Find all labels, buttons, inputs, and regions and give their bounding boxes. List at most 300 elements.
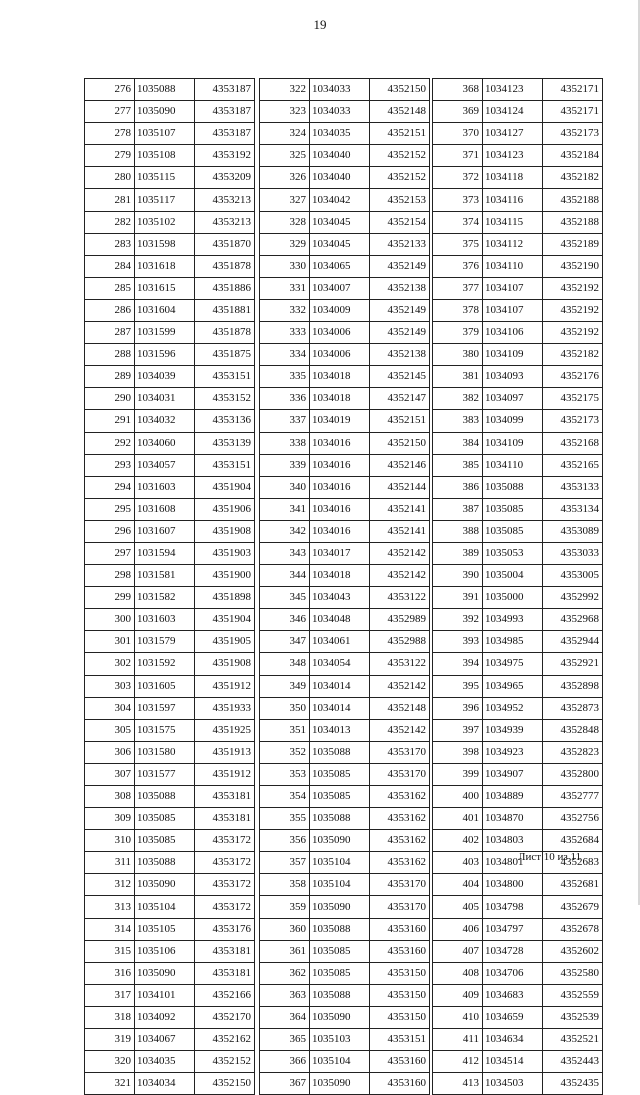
y-coordinate: 4352166	[195, 984, 255, 1006]
x-coordinate: 1034107	[483, 299, 543, 321]
y-coordinate: 4352190	[543, 255, 603, 277]
x-coordinate: 1035088	[483, 476, 543, 498]
table-row	[260, 388, 430, 410]
point-number: 379	[433, 322, 483, 344]
y-coordinate: 4351908	[195, 520, 255, 542]
page-number: 19	[313, 17, 327, 32]
x-coordinate: 1034014	[310, 697, 370, 719]
y-coordinate: 4353176	[195, 918, 255, 940]
x-coordinate: 1034965	[483, 675, 543, 697]
table-row	[433, 1051, 603, 1073]
point-number: 389	[433, 542, 483, 564]
x-coordinate: 1034045	[310, 211, 370, 233]
table-row	[433, 741, 603, 763]
x-coordinate: 1035104	[310, 874, 370, 896]
y-coordinate: 4352992	[543, 587, 603, 609]
x-coordinate: 1035088	[310, 984, 370, 1006]
x-coordinate: 1034033	[310, 79, 370, 101]
table-row	[433, 962, 603, 984]
y-coordinate: 4352151	[370, 123, 430, 145]
x-coordinate: 1035090	[310, 896, 370, 918]
y-coordinate: 4353181	[195, 808, 255, 830]
y-coordinate: 4353172	[195, 852, 255, 874]
point-number: 315	[85, 940, 135, 962]
point-number: 387	[433, 498, 483, 520]
table-row	[260, 79, 430, 101]
y-coordinate: 4352182	[543, 344, 603, 366]
y-coordinate: 4352170	[195, 1006, 255, 1028]
point-number: 338	[260, 432, 310, 454]
y-coordinate: 4353122	[370, 653, 430, 675]
table-row	[85, 322, 255, 344]
point-number: 289	[85, 366, 135, 388]
table-row	[433, 697, 603, 719]
point-number: 286	[85, 299, 135, 321]
table-row	[260, 808, 430, 830]
table-row	[260, 255, 430, 277]
y-coordinate: 4353162	[370, 852, 430, 874]
point-number: 301	[85, 631, 135, 653]
x-coordinate: 1031605	[135, 675, 195, 697]
y-coordinate: 4352162	[195, 1029, 255, 1051]
y-coordinate: 4351875	[195, 344, 255, 366]
table-row	[260, 476, 430, 498]
table-row	[433, 454, 603, 476]
point-number: 320	[85, 1051, 135, 1073]
x-coordinate: 1035085	[310, 763, 370, 785]
point-number: 350	[260, 697, 310, 719]
table-row	[85, 763, 255, 785]
point-number: 374	[433, 211, 483, 233]
point-number: 351	[260, 719, 310, 741]
table-row	[85, 1051, 255, 1073]
table-row	[85, 896, 255, 918]
y-coordinate: 4353089	[543, 520, 603, 542]
y-coordinate: 4352152	[195, 1051, 255, 1073]
x-coordinate: 1034035	[135, 1051, 195, 1073]
point-number: 377	[433, 277, 483, 299]
coordinate-table-right	[432, 78, 603, 1095]
x-coordinate: 1034048	[310, 609, 370, 631]
point-number: 323	[260, 101, 310, 123]
point-number: 282	[85, 211, 135, 233]
point-number: 342	[260, 520, 310, 542]
point-number: 403	[433, 852, 483, 874]
y-coordinate: 4353160	[370, 918, 430, 940]
x-coordinate: 1035085	[135, 808, 195, 830]
x-coordinate: 1034054	[310, 653, 370, 675]
table-row	[433, 322, 603, 344]
table-row	[260, 344, 430, 366]
y-coordinate: 4353151	[195, 366, 255, 388]
point-number: 299	[85, 587, 135, 609]
y-coordinate: 4352679	[543, 896, 603, 918]
table-row	[85, 675, 255, 697]
y-coordinate: 4353162	[370, 808, 430, 830]
x-coordinate: 1035090	[135, 962, 195, 984]
point-number: 392	[433, 609, 483, 631]
table-row	[260, 719, 430, 741]
point-number: 309	[85, 808, 135, 830]
point-number: 303	[85, 675, 135, 697]
x-coordinate: 1034801	[483, 852, 543, 874]
point-number: 346	[260, 609, 310, 631]
y-coordinate: 4351905	[195, 631, 255, 653]
point-number: 321	[85, 1073, 135, 1095]
point-number: 280	[85, 167, 135, 189]
x-coordinate: 1031615	[135, 277, 195, 299]
point-number: 348	[260, 653, 310, 675]
point-number: 381	[433, 366, 483, 388]
point-number: 373	[433, 189, 483, 211]
point-number: 340	[260, 476, 310, 498]
point-number: 366	[260, 1051, 310, 1073]
point-number: 371	[433, 145, 483, 167]
point-number: 399	[433, 763, 483, 785]
table-row	[85, 587, 255, 609]
table-row	[433, 940, 603, 962]
table-row	[433, 984, 603, 1006]
table-row	[85, 719, 255, 741]
table-row	[260, 565, 430, 587]
table-row	[85, 79, 255, 101]
table-row	[433, 1073, 603, 1095]
table-row	[85, 631, 255, 653]
x-coordinate: 1034016	[310, 476, 370, 498]
point-number: 304	[85, 697, 135, 719]
point-number: 398	[433, 741, 483, 763]
table-row	[85, 940, 255, 962]
y-coordinate: 4353005	[543, 565, 603, 587]
y-coordinate: 4352145	[370, 366, 430, 388]
table-row	[260, 145, 430, 167]
y-coordinate: 4351878	[195, 255, 255, 277]
y-coordinate: 4351900	[195, 565, 255, 587]
y-coordinate: 4352188	[543, 189, 603, 211]
point-number: 300	[85, 609, 135, 631]
point-number: 369	[433, 101, 483, 123]
y-coordinate: 4353150	[370, 962, 430, 984]
y-coordinate: 4353033	[543, 542, 603, 564]
x-coordinate: 1031597	[135, 697, 195, 719]
y-coordinate: 4353170	[370, 896, 430, 918]
table-row	[260, 918, 430, 940]
x-coordinate: 1035088	[310, 918, 370, 940]
x-coordinate: 1034016	[310, 454, 370, 476]
y-coordinate: 4352173	[543, 123, 603, 145]
point-number: 402	[433, 830, 483, 852]
point-number: 400	[433, 786, 483, 808]
point-number: 363	[260, 984, 310, 1006]
y-coordinate: 4352189	[543, 233, 603, 255]
y-coordinate: 4351881	[195, 299, 255, 321]
table-row	[260, 874, 430, 896]
table-row	[433, 498, 603, 520]
y-coordinate: 4351904	[195, 609, 255, 631]
x-coordinate: 1035085	[310, 962, 370, 984]
y-coordinate: 4351912	[195, 675, 255, 697]
coordinate-table-left	[84, 78, 255, 1095]
x-coordinate: 1035090	[135, 101, 195, 123]
y-coordinate: 4352188	[543, 211, 603, 233]
point-number: 291	[85, 410, 135, 432]
x-coordinate: 1034889	[483, 786, 543, 808]
point-number: 313	[85, 896, 135, 918]
x-coordinate: 1031579	[135, 631, 195, 653]
point-number: 368	[433, 79, 483, 101]
table-row	[433, 609, 603, 631]
y-coordinate: 4352171	[543, 101, 603, 123]
point-number: 408	[433, 962, 483, 984]
x-coordinate: 1034099	[483, 410, 543, 432]
point-number: 345	[260, 587, 310, 609]
point-number: 401	[433, 808, 483, 830]
x-coordinate: 1034939	[483, 719, 543, 741]
x-coordinate: 1031607	[135, 520, 195, 542]
point-number: 284	[85, 255, 135, 277]
y-coordinate: 4352149	[370, 255, 430, 277]
point-number: 319	[85, 1029, 135, 1051]
table-row	[260, 653, 430, 675]
x-coordinate: 1034006	[310, 322, 370, 344]
point-number: 283	[85, 233, 135, 255]
y-coordinate: 4352152	[370, 145, 430, 167]
x-coordinate: 1035000	[483, 587, 543, 609]
x-coordinate: 1035085	[310, 786, 370, 808]
x-coordinate: 1034092	[135, 1006, 195, 1028]
y-coordinate: 4351913	[195, 741, 255, 763]
y-coordinate: 4351906	[195, 498, 255, 520]
point-number: 314	[85, 918, 135, 940]
y-coordinate: 4353160	[370, 940, 430, 962]
x-coordinate: 1035105	[135, 918, 195, 940]
point-number: 292	[85, 432, 135, 454]
y-coordinate: 4353122	[370, 587, 430, 609]
point-number: 405	[433, 896, 483, 918]
x-coordinate: 1031577	[135, 763, 195, 785]
x-coordinate: 1035088	[310, 741, 370, 763]
table-row	[433, 79, 603, 101]
x-coordinate: 1034014	[310, 675, 370, 697]
table-row	[85, 498, 255, 520]
x-coordinate: 1034798	[483, 896, 543, 918]
y-coordinate: 4352192	[543, 322, 603, 344]
table-row	[260, 675, 430, 697]
y-coordinate: 4353170	[370, 741, 430, 763]
y-coordinate: 4352171	[543, 79, 603, 101]
x-coordinate: 1034006	[310, 344, 370, 366]
x-coordinate: 1034107	[483, 277, 543, 299]
x-coordinate: 1035085	[135, 830, 195, 852]
x-coordinate: 1034109	[483, 432, 543, 454]
point-number: 383	[433, 410, 483, 432]
y-coordinate: 4353192	[195, 145, 255, 167]
table-row	[85, 697, 255, 719]
point-number: 298	[85, 565, 135, 587]
table-row	[85, 542, 255, 564]
point-number: 391	[433, 587, 483, 609]
y-coordinate: 4352681	[543, 874, 603, 896]
table-row	[433, 918, 603, 940]
x-coordinate: 1034634	[483, 1029, 543, 1051]
x-coordinate: 1035085	[483, 520, 543, 542]
y-coordinate: 4352152	[370, 167, 430, 189]
x-coordinate: 1031580	[135, 741, 195, 763]
x-coordinate: 1034797	[483, 918, 543, 940]
point-number: 293	[85, 454, 135, 476]
x-coordinate: 1035103	[310, 1029, 370, 1051]
y-coordinate: 4352150	[370, 432, 430, 454]
point-number: 364	[260, 1006, 310, 1028]
y-coordinate: 4352921	[543, 653, 603, 675]
table-row	[433, 520, 603, 542]
table-row	[433, 653, 603, 675]
point-number: 294	[85, 476, 135, 498]
y-coordinate: 4353136	[195, 410, 255, 432]
x-coordinate: 1034870	[483, 808, 543, 830]
point-number: 365	[260, 1029, 310, 1051]
x-coordinate: 1034728	[483, 940, 543, 962]
coordinate-table-middle	[259, 78, 430, 1095]
x-coordinate: 1035104	[310, 1051, 370, 1073]
table-row	[260, 101, 430, 123]
x-coordinate: 1034923	[483, 741, 543, 763]
table-row	[85, 653, 255, 675]
table-row	[260, 322, 430, 344]
point-number: 410	[433, 1006, 483, 1028]
table-row	[260, 763, 430, 785]
table-row	[433, 101, 603, 123]
table-row	[85, 145, 255, 167]
y-coordinate: 4353152	[195, 388, 255, 410]
point-number: 390	[433, 565, 483, 587]
table-row	[85, 123, 255, 145]
point-number: 325	[260, 145, 310, 167]
y-coordinate: 4352150	[370, 79, 430, 101]
point-number: 356	[260, 830, 310, 852]
point-number: 287	[85, 322, 135, 344]
point-number: 307	[85, 763, 135, 785]
table-row	[433, 255, 603, 277]
y-coordinate: 4353150	[370, 984, 430, 1006]
x-coordinate: 1035104	[310, 852, 370, 874]
point-number: 352	[260, 741, 310, 763]
y-coordinate: 4353187	[195, 123, 255, 145]
x-coordinate: 1035106	[135, 940, 195, 962]
x-coordinate: 1034061	[310, 631, 370, 653]
table-row	[260, 233, 430, 255]
point-number: 339	[260, 454, 310, 476]
y-coordinate: 4352683	[543, 852, 603, 874]
table-row	[260, 1051, 430, 1073]
y-coordinate: 4352192	[543, 299, 603, 321]
y-coordinate: 4352138	[370, 344, 430, 366]
x-coordinate: 1034110	[483, 454, 543, 476]
x-coordinate: 1031599	[135, 322, 195, 344]
point-number: 354	[260, 786, 310, 808]
table-row	[85, 830, 255, 852]
point-number: 380	[433, 344, 483, 366]
point-number: 367	[260, 1073, 310, 1095]
table-row	[85, 1029, 255, 1051]
table-row	[433, 211, 603, 233]
x-coordinate: 1035090	[135, 874, 195, 896]
y-coordinate: 4353150	[370, 1006, 430, 1028]
y-coordinate: 4352800	[543, 763, 603, 785]
point-number: 328	[260, 211, 310, 233]
sheet-label: Лист 10 из 11	[518, 851, 582, 863]
x-coordinate: 1034706	[483, 962, 543, 984]
point-number: 290	[85, 388, 135, 410]
x-coordinate: 1035053	[483, 542, 543, 564]
x-coordinate: 1034032	[135, 410, 195, 432]
x-coordinate: 1035088	[135, 79, 195, 101]
y-coordinate: 4351908	[195, 653, 255, 675]
y-coordinate: 4352678	[543, 918, 603, 940]
table-row	[260, 498, 430, 520]
table-row	[85, 189, 255, 211]
point-number: 278	[85, 123, 135, 145]
point-number: 308	[85, 786, 135, 808]
table-row	[260, 366, 430, 388]
y-coordinate: 4352133	[370, 233, 430, 255]
table-row	[260, 432, 430, 454]
table-row	[260, 609, 430, 631]
y-coordinate: 4352138	[370, 277, 430, 299]
table-row	[85, 852, 255, 874]
y-coordinate: 4352147	[370, 388, 430, 410]
point-number: 341	[260, 498, 310, 520]
table-row	[85, 233, 255, 255]
point-number: 317	[85, 984, 135, 1006]
x-coordinate: 1034042	[310, 189, 370, 211]
point-number: 404	[433, 874, 483, 896]
table-row	[433, 189, 603, 211]
table-row	[85, 167, 255, 189]
table-row	[85, 454, 255, 476]
x-coordinate: 1034907	[483, 763, 543, 785]
point-number: 295	[85, 498, 135, 520]
y-coordinate: 4352580	[543, 962, 603, 984]
table-row	[433, 388, 603, 410]
y-coordinate: 4351878	[195, 322, 255, 344]
x-coordinate: 1031581	[135, 565, 195, 587]
y-coordinate: 4351925	[195, 719, 255, 741]
y-coordinate: 4352149	[370, 299, 430, 321]
x-coordinate: 1034659	[483, 1006, 543, 1028]
point-number: 397	[433, 719, 483, 741]
point-number: 394	[433, 653, 483, 675]
y-coordinate: 4352176	[543, 366, 603, 388]
y-coordinate: 4352443	[543, 1051, 603, 1073]
point-number: 336	[260, 388, 310, 410]
x-coordinate: 1035102	[135, 211, 195, 233]
table-row	[433, 432, 603, 454]
y-coordinate: 4352968	[543, 609, 603, 631]
table-row	[433, 123, 603, 145]
point-number: 382	[433, 388, 483, 410]
y-coordinate: 4351912	[195, 763, 255, 785]
x-coordinate: 1034683	[483, 984, 543, 1006]
point-number: 330	[260, 255, 310, 277]
table-row	[260, 940, 430, 962]
point-number: 375	[433, 233, 483, 255]
table-row	[85, 962, 255, 984]
y-coordinate: 4352184	[543, 145, 603, 167]
x-coordinate: 1034016	[310, 520, 370, 542]
x-coordinate: 1031603	[135, 476, 195, 498]
y-coordinate: 4352141	[370, 498, 430, 520]
